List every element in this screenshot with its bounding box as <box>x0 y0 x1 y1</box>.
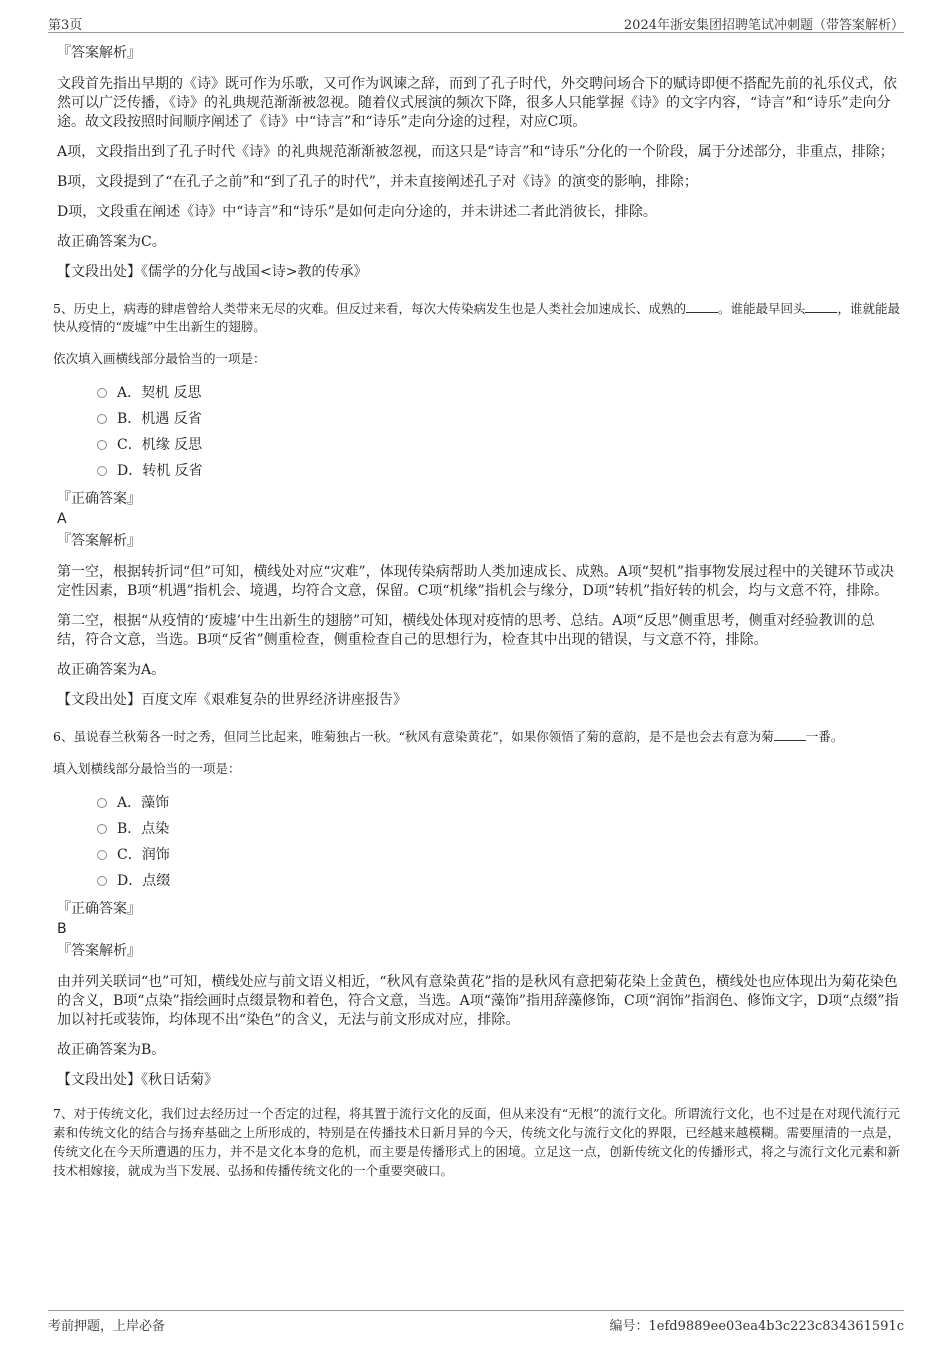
q6-option-b[interactable] <box>97 816 900 842</box>
q5-conclusion: 故正确答案为A。 <box>57 662 166 678</box>
option-label: A．藻饰 <box>117 795 170 811</box>
q5-instruction: 依次填入画横线部分最恰当的一项是： <box>53 351 266 366</box>
q5-analysis-p2: 第二空，根据“从疫情的‘废墟’中生出新生的翅膀”可知，横线处体现对疫情的思考、总结。A项“反思”侧重思考，侧重对经验教训的总结，符合文意，当选。B项“反省”侧重检查，侧重检查自己的思想行为，检查其中出现的错误，与文意不符，排除。 <box>57 613 875 648</box>
analysis-label: 『答案解析』 <box>57 533 141 549</box>
q5-option-a[interactable] <box>97 380 900 406</box>
q6-option-c[interactable] <box>97 842 900 868</box>
radio-icon[interactable] <box>97 798 107 808</box>
q6-stem-part-1: 6、虽说春兰秋菊各一时之秀，但同兰比起来，唯菊独占一秋。“秋风有意染黄花”，如果你领悟了菊的意韵，是不是也会去有意为菊 <box>53 729 774 744</box>
q6-options <box>97 790 900 894</box>
option-label: B．机遇 反省 <box>117 411 202 427</box>
q6-stem <box>53 728 900 746</box>
q6-source: 【文段出处】《秋日话菊》 <box>57 1072 218 1088</box>
document-title: 2024年浙安集团招聘笔试冲刺题（带答案解析） <box>623 18 904 33</box>
correct-answer-label: 『正确答案』 <box>57 491 141 507</box>
q6-instruction: 填入划横线部分最恰当的一项是： <box>53 761 241 776</box>
correct-answer-label: 『正确答案』 <box>57 901 141 917</box>
option-label: B．点染 <box>117 821 170 837</box>
radio-icon[interactable] <box>97 466 107 476</box>
q6-stem-part-2: 一番。 <box>805 729 844 744</box>
q4-analysis-p4: D项，文段重在阐述《诗》中“诗言”和“诗乐”是如何走向分途的，并未讲述二者此消彼长，排除。 <box>57 204 657 220</box>
q6-option-d[interactable] <box>97 868 900 894</box>
q4-analysis-p2: A项，文段指出到了孔子时代《诗》的礼典规范渐渐被忽视，而这只是“诗言”和“诗乐”分化的一个阶段，属于分述部分，非重点，排除； <box>57 144 894 160</box>
q5-analysis-p1: 第一空，根据转折词“但”可知，横线处对应“灾难”，体现传染病帮助人类加速成长、成熟。A项“契机”指事物发展过程中的关键环节或决定性因素，B项“机遇”指机会、境遇，均符合文意，保留。C项“机缘”指机会与缘分，D项“转机”指好转的机会，均与文意不符，排除。 <box>57 564 895 599</box>
blank-line <box>686 300 718 313</box>
q5-stem-part-3: ，谁就能最快从疫情的“废墟”中生出新生的翅膀。 <box>53 301 900 334</box>
document-id: 编号：1efd9889ee03ea4b3c223c834361591c <box>609 1319 904 1334</box>
option-label: C．机缘 反思 <box>117 437 203 453</box>
blank-line <box>774 728 806 741</box>
footer-slogan: 考前押题，上岸必备 <box>48 1319 166 1334</box>
analysis-label: 『答案解析』 <box>57 45 141 61</box>
option-label: A．契机 反思 <box>117 385 202 401</box>
q5-option-d[interactable] <box>97 458 900 484</box>
option-label: D．转机 反省 <box>117 463 203 479</box>
page-content <box>53 44 900 1180</box>
option-label: D．点缀 <box>117 873 171 889</box>
page-number: 第3页 <box>48 18 83 33</box>
q5-option-c[interactable] <box>97 432 900 458</box>
q5-stem <box>53 300 900 336</box>
blank-line <box>805 300 837 313</box>
page-footer <box>48 1310 904 1334</box>
q6-analysis-p1: 由并列关联词“也”可知，横线处应与前文语义相近，“秋风有意染黄花”指的是秋风有意把菊花染上金黄色，横线处也应体现出为菊花染色的含义，B项“点染”指绘画时点缀景物和着色，符合文意，当选。A项“藻饰”指用辞藻修饰，C项“润饰”指润色、修饰文字，D项“点缀”指加以衬托或装饰，均体现不出“染色”的含义，无法与前文形成对应，排除。 <box>57 974 899 1028</box>
q6-conclusion: 故正确答案为B。 <box>57 1042 166 1058</box>
radio-icon[interactable] <box>97 440 107 450</box>
q6-option-a[interactable] <box>97 790 900 816</box>
page-header <box>48 12 904 33</box>
radio-icon[interactable] <box>97 388 107 398</box>
q6-answer: B <box>57 921 67 937</box>
q4-analysis-p3: B项，文段提到了“在孔子之前”和“到了孔子的时代”，并未直接阐述孔子对《诗》的演变的影响，排除； <box>57 174 698 190</box>
radio-icon[interactable] <box>97 824 107 834</box>
q5-stem-part-2: 。谁能最早回头 <box>717 301 806 316</box>
radio-icon[interactable] <box>97 850 107 860</box>
q5-answer: A <box>57 511 67 527</box>
q5-stem-part-1: 5、历史上，病毒的肆虐曾给人类带来无尽的灾难。但反过来看，每次大传染病发生也是人类社会加速成长、成熟的 <box>53 301 686 316</box>
q5-options <box>97 380 900 484</box>
q7-stem: 7、对于传统文化，我们过去经历过一个否定的过程，将其置于流行文化的反面，但从来没有“无根”的流行文化。所谓流行文化，也不过是在对现代流行元素和传统文化的结合与扬弃基础之上所形成的，特别是在传播技术日新月异的今天，传统文化与流行文化的界限，已经越来越模糊。需要厘清的一点是，传统文化在今天所遭遇的压力，并不是文化本身的危机，而主要是传播形式上的困境。立足这一点，创新传统文化的传播形式，将之与流行文化元素和新技术相嫁接，就成为当下发展、弘扬和传播传统文化的一个重要突破口。 <box>53 1106 900 1178</box>
option-label: C．润饰 <box>117 847 170 863</box>
q5-source: 【文段出处】百度文库《艰难复杂的世界经济讲座报告》 <box>57 692 407 708</box>
q5-option-b[interactable] <box>97 406 900 432</box>
q4-conclusion: 故正确答案为C。 <box>57 234 166 250</box>
radio-icon[interactable] <box>97 876 107 886</box>
analysis-label: 『答案解析』 <box>57 943 141 959</box>
radio-icon[interactable] <box>97 414 107 424</box>
q4-source: 【文段出处】《儒学的分化与战国<诗>教的传承》 <box>57 264 368 280</box>
q4-analysis-p1: 文段首先指出早期的《诗》既可作为乐歌，又可作为讽谏之辞，而到了孔子时代，外交聘问场合下的赋诗即便不搭配先前的礼乐仪式，依然可以广泛传播，《诗》的礼典规范渐渐被忽视。随着仪式展演的频次下降，很多人只能掌握《诗》的文字内容，“诗言”和“诗乐”走向分途。故文段按照时间顺序阐述了《诗》中“诗言”和“诗乐”走向分途的过程，对应C项。 <box>57 76 897 130</box>
